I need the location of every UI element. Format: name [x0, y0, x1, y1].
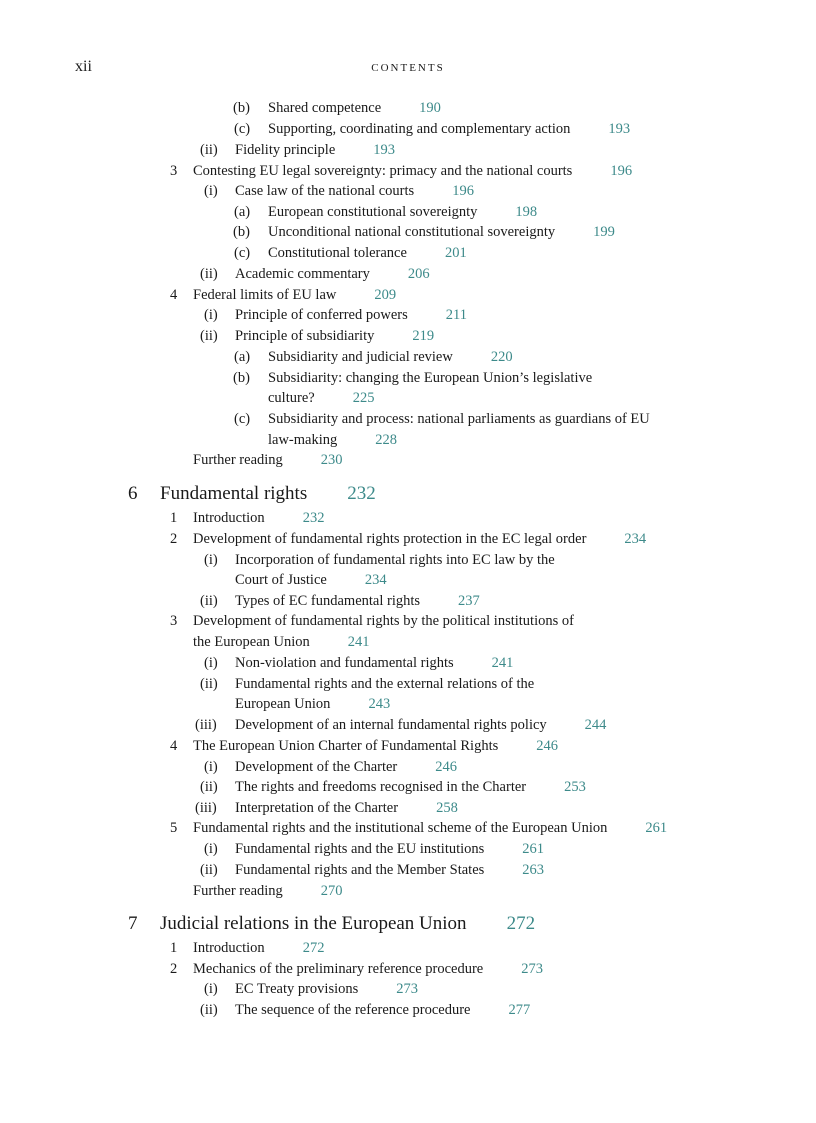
entry-title: Development of the Charter 246	[235, 759, 458, 775]
entry-number: (c)	[234, 245, 251, 261]
entry-title: Incorporation of fundamental rights into EC law by the	[235, 552, 555, 568]
entry-page: 237	[458, 593, 480, 609]
entry-title: European constitutional sovereignty 198	[268, 204, 538, 220]
entry-number: (b)	[233, 100, 250, 116]
entry-number: (c)	[234, 411, 251, 427]
chapter-title: Judicial relations in the European Union 272	[160, 913, 536, 934]
entry-page: 272	[506, 913, 536, 934]
entry-page: 241	[347, 634, 370, 650]
entry-title: European Union 243	[235, 696, 391, 712]
entry-number: (c)	[234, 121, 251, 137]
entry-number: 3	[170, 163, 178, 179]
entry-page: 234	[624, 531, 647, 547]
entry-title: Development of an internal fundamental rights policy 244	[235, 717, 607, 733]
entry-title: Types of EC fundamental rights 237	[235, 593, 480, 609]
entry-title: The sequence of the reference procedure 277	[235, 1002, 531, 1018]
entry-page: 263	[522, 862, 545, 878]
entry-title: Further reading 270	[193, 883, 343, 899]
entry-page: 258	[436, 800, 458, 816]
entry-page: 241	[491, 655, 514, 671]
entry-title: Federal limits of EU law 209	[193, 287, 397, 303]
entry-number: 2	[170, 531, 178, 547]
entry-title: Fundamental rights and the external relations of the	[235, 676, 535, 692]
running-head: CONTENTS	[371, 62, 445, 74]
entry-title: Principle of conferred powers 211	[235, 307, 467, 323]
entry-page: 277	[508, 1002, 531, 1018]
entry-page: 206	[407, 266, 430, 282]
entry-title: Introduction 232	[193, 510, 325, 526]
entry-number: 5	[170, 820, 178, 836]
entry-page: 246	[536, 738, 558, 754]
page-number: xii	[75, 58, 92, 75]
entry-page: 232	[347, 483, 376, 504]
entry-page: 246	[435, 759, 458, 775]
entry-number: (iii)	[195, 717, 217, 733]
entry-page: 196	[452, 183, 474, 199]
entry-title: Development of fundamental rights by the political institutions of	[193, 613, 574, 629]
entry-number: (ii)	[200, 676, 218, 692]
entry-title: Subsidiarity and process: national parliaments as guardians of EU	[268, 411, 650, 427]
entry-title: culture? 225	[268, 390, 375, 406]
entry-title: Unconditional national constitutional sovereignty 199	[268, 224, 615, 240]
entry-title: Subsidiarity: changing the European Union’s legislative	[268, 370, 593, 386]
entry-number: (i)	[204, 183, 218, 199]
entry-page: 244	[584, 717, 607, 733]
entry-title: Non-violation and fundamental rights 241	[235, 655, 514, 671]
entry-page: 193	[373, 142, 396, 158]
entry-number: (i)	[204, 759, 218, 775]
entry-page: 228	[375, 432, 398, 448]
entry-page: 193	[608, 121, 631, 137]
entry-number: (ii)	[200, 266, 218, 282]
entry-number: (b)	[233, 370, 250, 386]
entry-title: Fidelity principle 193	[235, 142, 396, 158]
entry-title: Case law of the national courts 196	[235, 183, 474, 199]
entry-title: Development of fundamental rights protection in the EC legal order 234	[193, 531, 647, 547]
entry-page: 209	[374, 287, 397, 303]
chapter-number: 6	[128, 483, 138, 504]
entry-number: 1	[170, 940, 178, 956]
chapter-title: Fundamental rights 232	[160, 483, 376, 504]
entry-page: 211	[445, 307, 467, 323]
entry-number: (i)	[204, 552, 218, 568]
entry-number: 3	[170, 613, 178, 629]
entry-title: Supporting, coordinating and complementary action 193	[268, 121, 631, 137]
entry-page: 234	[364, 572, 387, 588]
entry-title: Fundamental rights and the institutional scheme of the European Union 261	[193, 820, 668, 836]
entry-page: 201	[444, 245, 467, 261]
entry-title: Further reading 230	[193, 452, 343, 468]
entry-title: Academic commentary 206	[235, 266, 430, 282]
entry-page: 190	[419, 100, 441, 116]
entry-number: (i)	[204, 981, 218, 997]
entry-number: (ii)	[200, 593, 218, 609]
entry-page: 225	[352, 390, 375, 406]
entry-number: (ii)	[200, 779, 218, 795]
entry-number: (i)	[204, 655, 218, 671]
entry-page: 198	[515, 204, 538, 220]
entry-page: 253	[564, 779, 586, 795]
entry-title: The European Union Charter of Fundamental Rights 246	[193, 738, 558, 754]
chapter-number: 7	[128, 913, 138, 934]
entry-number: (ii)	[200, 1002, 218, 1018]
entry-number: 4	[170, 738, 178, 754]
entry-title: the European Union 241	[193, 634, 370, 650]
entry-page: 273	[396, 981, 419, 997]
entry-number: (a)	[234, 204, 251, 220]
entry-number: (a)	[234, 349, 251, 365]
entry-number: (ii)	[200, 862, 218, 878]
entry-title: Subsidiarity and judicial review 220	[268, 349, 513, 365]
entry-title: Interpretation of the Charter 258	[235, 800, 458, 816]
entry-page: 199	[593, 224, 615, 240]
entry-title: Contesting EU legal sovereignty: primacy and the national courts 196	[193, 163, 633, 179]
entry-page: 270	[320, 883, 343, 899]
entry-page: 272	[302, 940, 325, 956]
entry-number: (i)	[204, 841, 218, 857]
entry-title: Principle of subsidiarity 219	[235, 328, 435, 344]
entry-page: 232	[302, 510, 325, 526]
entry-title: Introduction 272	[193, 940, 325, 956]
entry-page: 196	[610, 163, 633, 179]
entry-page: 219	[412, 328, 435, 344]
entry-number: (ii)	[200, 328, 218, 344]
entry-title: law-making 228	[268, 432, 398, 448]
entry-number: (iii)	[195, 800, 217, 816]
entry-number: 1	[170, 510, 178, 526]
entry-title: Shared competence 190	[268, 100, 441, 116]
entry-number: 4	[170, 287, 178, 303]
entry-page: 261	[645, 820, 668, 836]
entry-page: 273	[521, 961, 543, 977]
entry-page: 243	[368, 696, 391, 712]
entry-number: (ii)	[200, 142, 218, 158]
entry-number: (i)	[204, 307, 218, 323]
entry-title: Fundamental rights and the Member States 263	[235, 862, 545, 878]
entry-number: 2	[170, 961, 178, 977]
entry-title: Court of Justice 234	[235, 572, 387, 588]
entry-title: EC Treaty provisions 273	[235, 981, 419, 997]
entry-title: Fundamental rights and the EU institutions 261	[235, 841, 545, 857]
entry-number: (b)	[233, 224, 250, 240]
entry-page: 230	[320, 452, 343, 468]
entry-title: The rights and freedoms recognised in the Charter 253	[235, 779, 586, 795]
entry-page: 261	[522, 841, 545, 857]
entry-page: 220	[490, 349, 513, 365]
entry-title: Constitutional tolerance 201	[268, 245, 467, 261]
entry-title: Mechanics of the preliminary reference procedure 273	[193, 961, 543, 977]
